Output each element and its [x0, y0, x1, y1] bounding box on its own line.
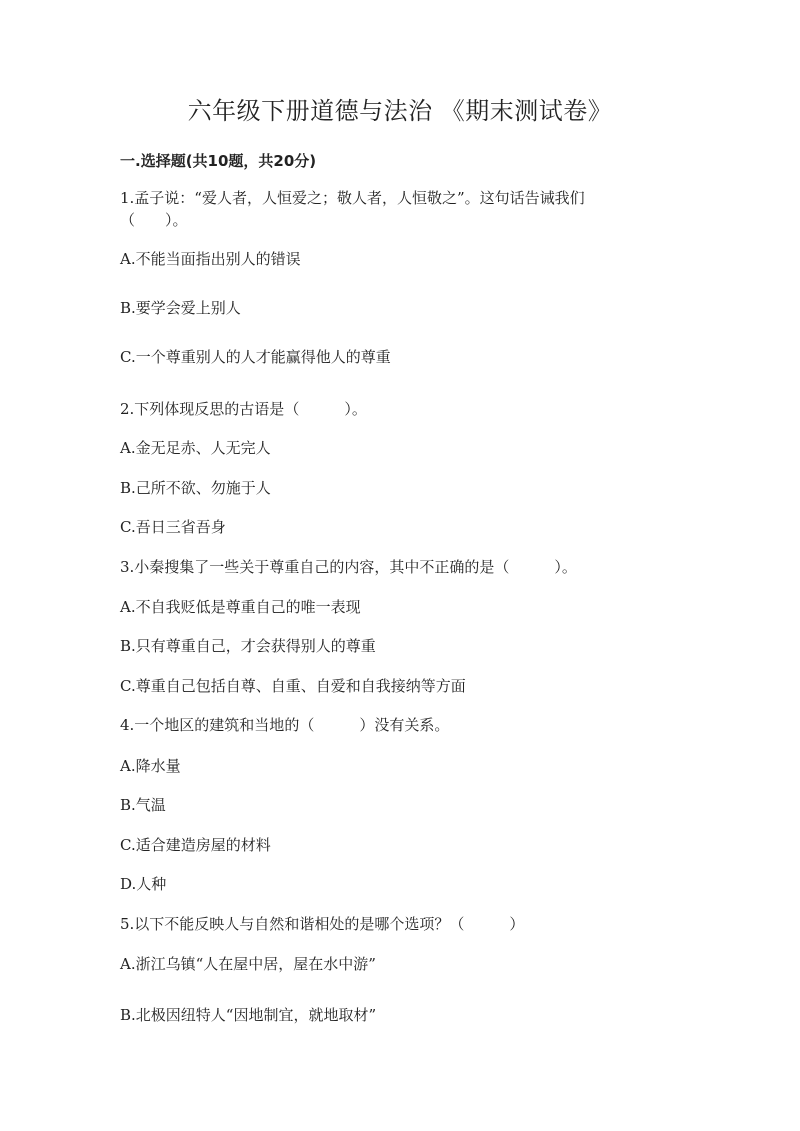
question-2-option-b: B.己所不欲、勿施于人	[120, 479, 271, 497]
question-5-option-a: A.浙江乌镇“人在屋中居，屋在水中游”	[120, 955, 376, 973]
question-2-stem: 2.下列体现反思的古语是（ ）。	[120, 400, 367, 418]
question-1-stem: 1.孟子说：“爱人者，人恒爱之；敬人者，人恒敬之”。这句话告诫我们	[120, 189, 585, 207]
question-4-option-b: B.气温	[120, 796, 166, 814]
question-1-option-a: A.不能当面指出别人的错误	[120, 250, 301, 268]
question-1-option-b: B.要学会爱上别人	[120, 299, 241, 317]
page-title: 六年级下册道德与法治 《期末测试卷》	[187, 97, 613, 125]
question-2-option-c: C.吾日三省吾身	[120, 518, 226, 536]
question-4-option-c: C.适合建造房屋的材料	[120, 836, 271, 854]
question-3-option-b: B.只有尊重自己，才会获得别人的尊重	[120, 637, 376, 655]
question-3-option-a: A.不自我贬低是尊重自己的唯一表现	[120, 598, 361, 616]
question-5-option-b: B.北极因纽特人“因地制宜，就地取材”	[120, 1006, 377, 1024]
question-3-stem: 3.小秦搜集了一些关于尊重自己的内容，其中不正确的是（ ）。	[120, 558, 577, 576]
question-4-stem: 4.一个地区的建筑和当地的（ ）没有关系。	[120, 716, 450, 734]
question-2-option-a: A.金无足赤、人无完人	[120, 439, 271, 457]
question-1-option-c: C.一个尊重别人的人才能赢得他人的尊重	[120, 348, 391, 366]
question-4-option-a: A.降水量	[120, 757, 181, 775]
section-heading: 一.选择题(共10题，共20分)	[120, 152, 317, 170]
question-4-option-d: D.人种	[120, 875, 167, 893]
question-1-stem-continued: （ ）。	[120, 211, 188, 229]
question-3-option-c: C.尊重自己包括自尊、自重、自爱和自我接纳等方面	[120, 677, 466, 695]
question-5-stem: 5.以下不能反映人与自然和谐相处的是哪个选项？（ ）	[120, 915, 525, 933]
